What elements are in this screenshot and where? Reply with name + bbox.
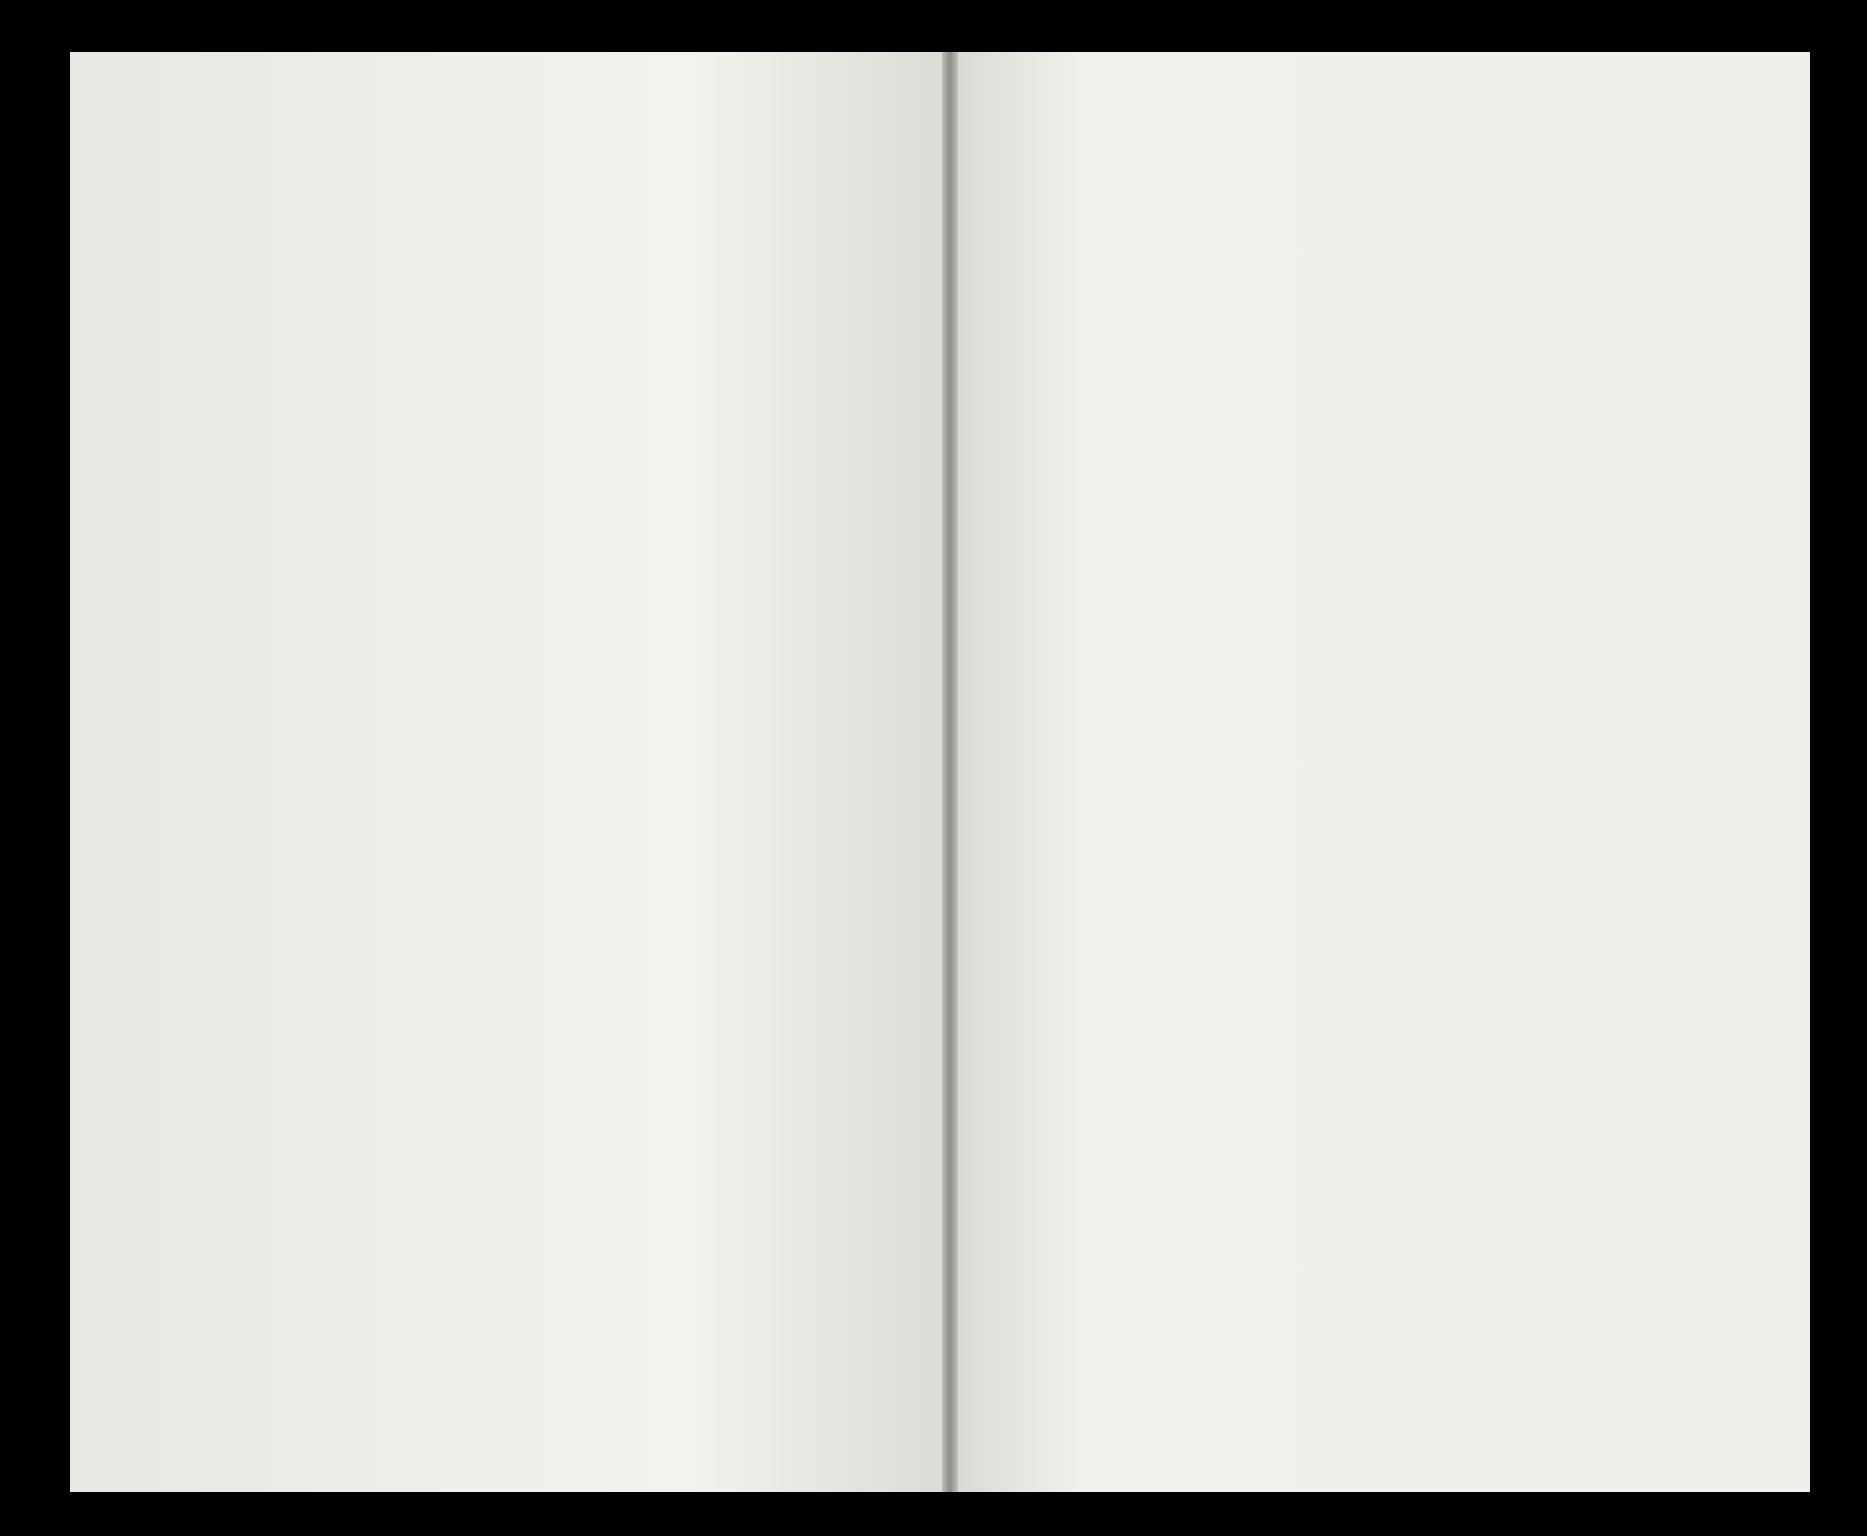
left-page bbox=[70, 52, 950, 1492]
census-book bbox=[70, 52, 1810, 1492]
right-page bbox=[950, 52, 1810, 1492]
book-spine bbox=[942, 52, 958, 1492]
